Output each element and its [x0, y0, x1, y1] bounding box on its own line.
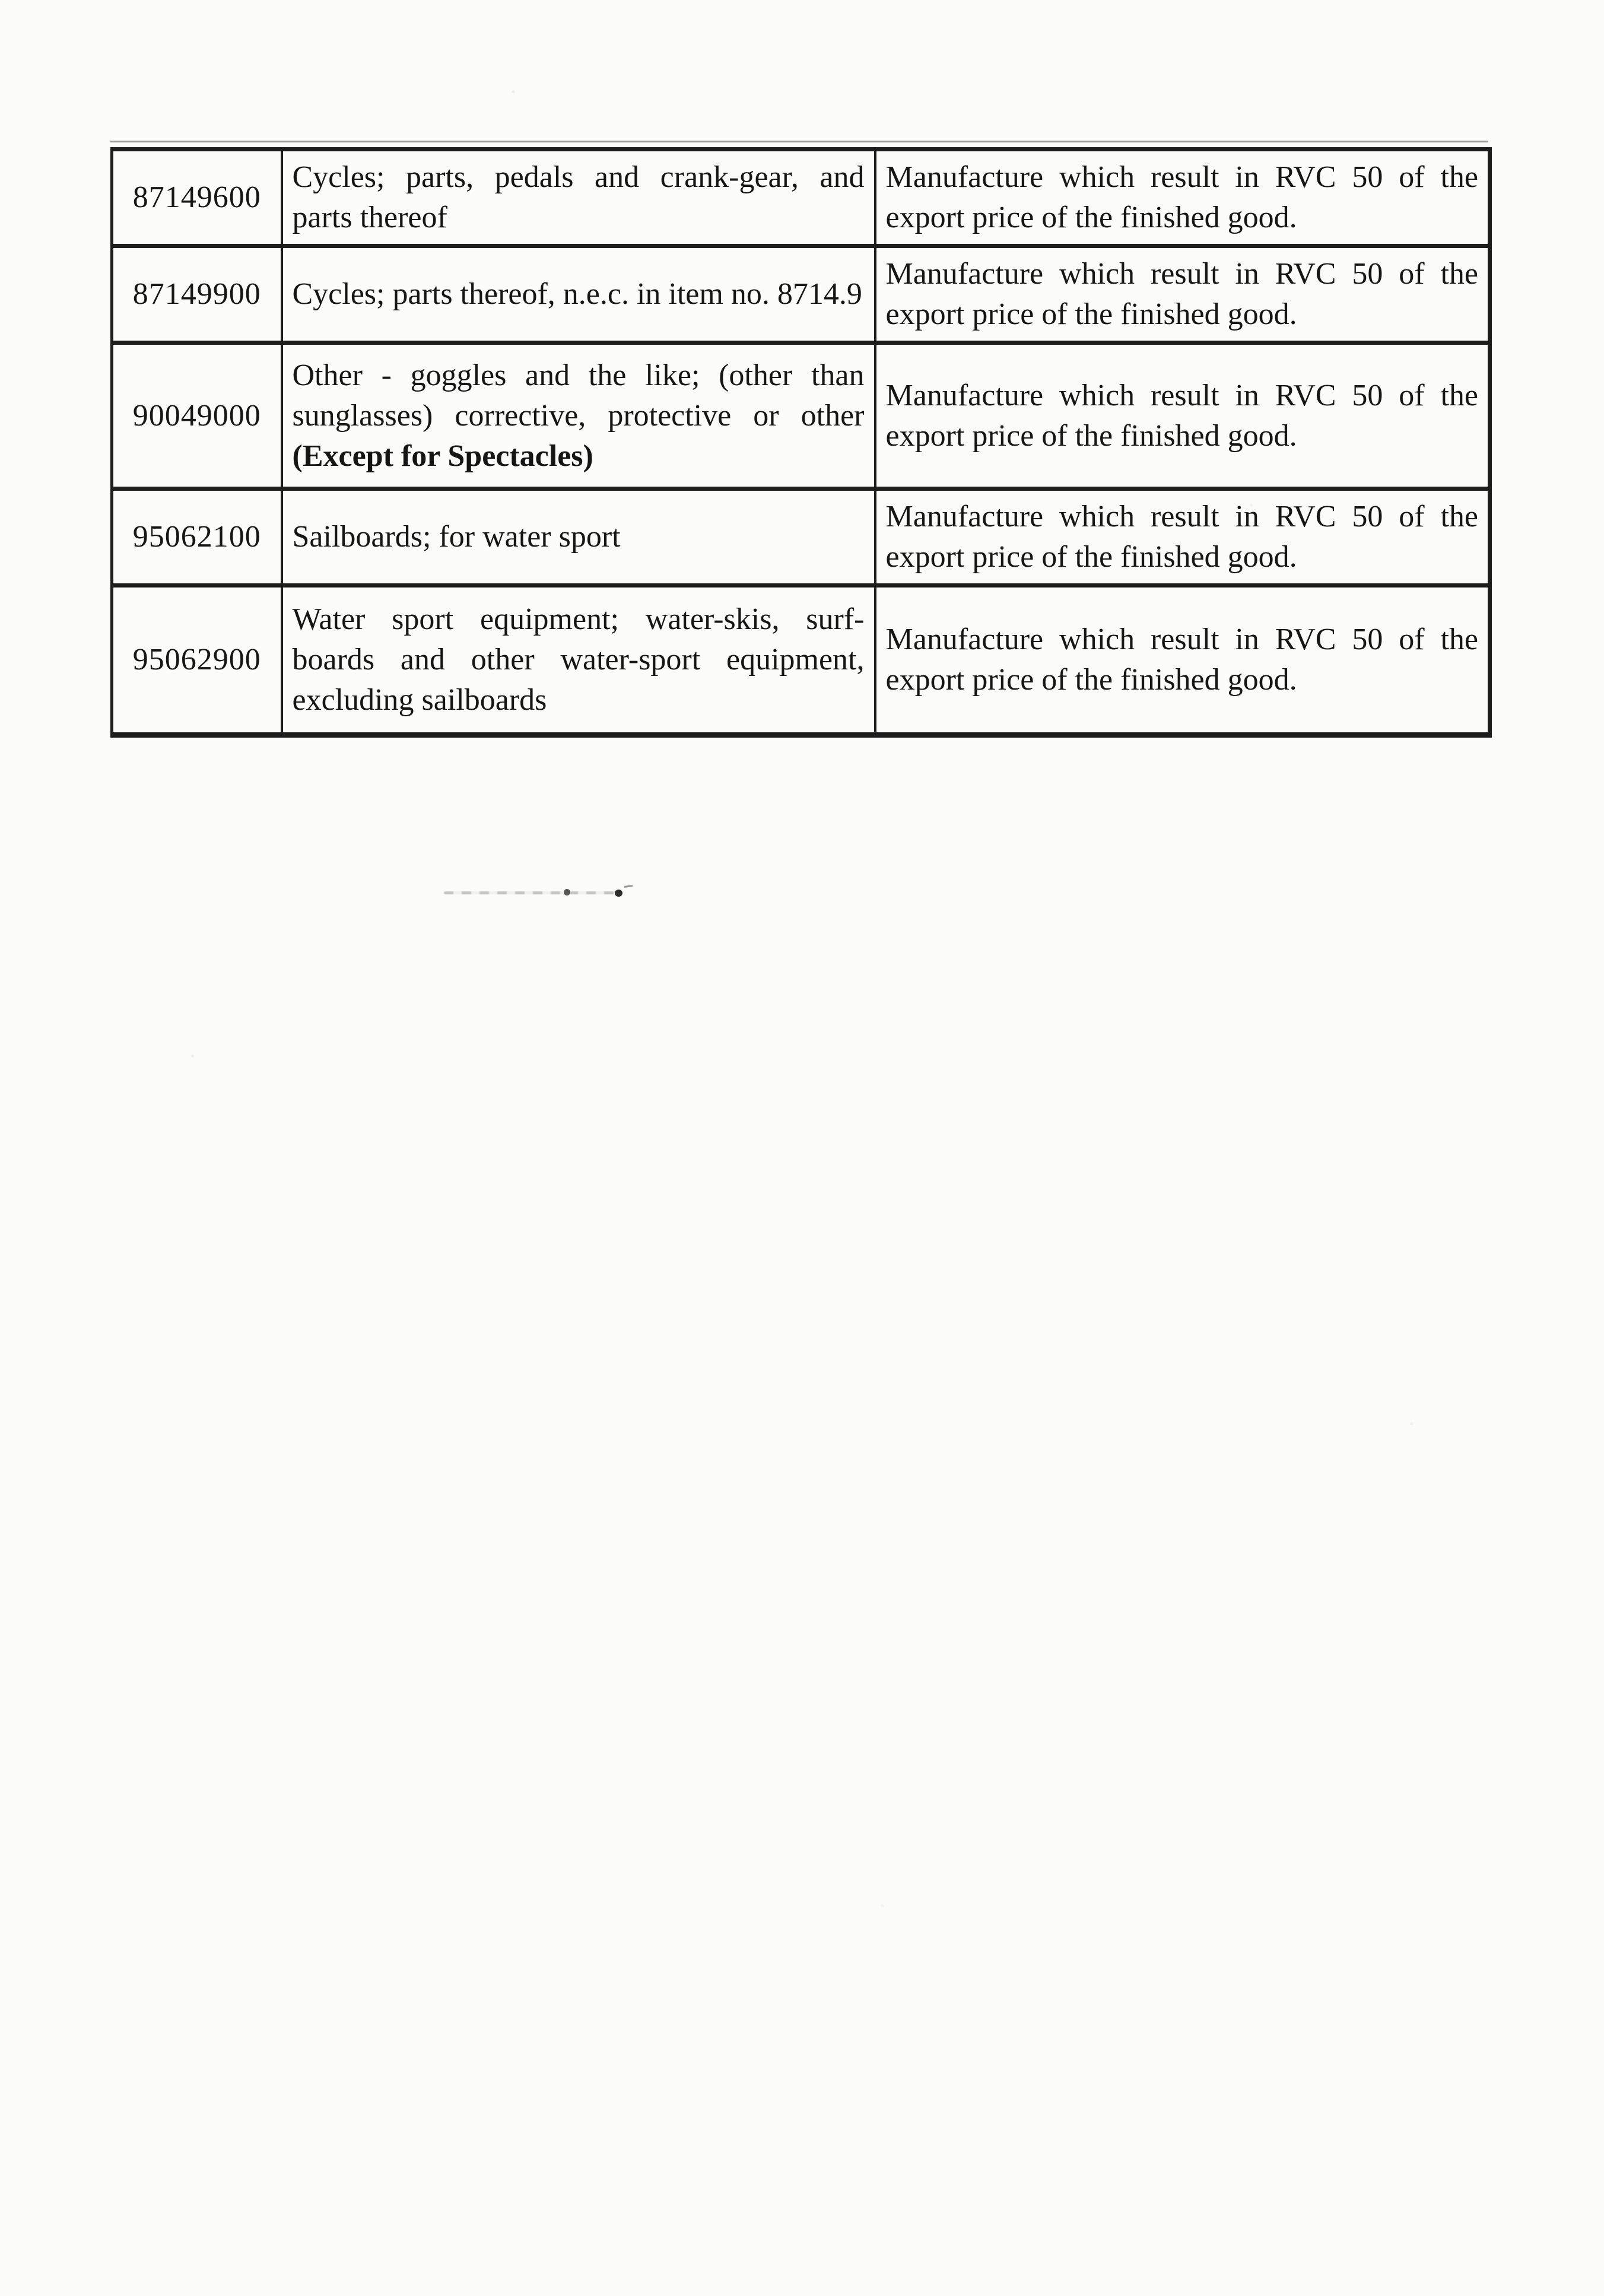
origin-rule-text: Manufacture which result in RVC 50 of the export price of the finished good. [885, 500, 1478, 574]
description-cell [282, 246, 875, 343]
hs-code: 95062100 [132, 520, 261, 554]
origin-rule-cell [875, 150, 1490, 246]
description-text: Cycles; parts, pedals and crank-gear, and parts thereof [292, 160, 865, 234]
table-row [112, 150, 1490, 246]
table-row [112, 246, 1490, 343]
hs-code: 87149600 [132, 180, 261, 214]
hs-code: 87149900 [132, 277, 261, 311]
description-cell [282, 150, 875, 246]
origin-rule-text: Manufacture which result in RVC 50 of the export price of the finished good. [885, 378, 1478, 453]
hs-code-cell [112, 489, 282, 586]
pencil-smudge-dot [564, 889, 570, 895]
description-cell [282, 489, 875, 586]
description-text: Cycles; parts thereof, n.e.c. in item no. 8714.9 [292, 277, 862, 311]
hs-code-cell [112, 343, 282, 489]
origin-rule-text: Manufacture which result in RVC 50 of the export price of the finished good. [885, 257, 1478, 331]
origin-rule-text: Manufacture which result in RVC 50 of the export price of the finished good. [885, 160, 1478, 234]
description-text: Other - goggles and the like; (other than sunglasses) corrective, protective or other [292, 358, 865, 433]
pencil-smudge-tick [624, 885, 633, 888]
tariff-rules-table [110, 147, 1492, 738]
pencil-smudge-dot [615, 890, 622, 897]
origin-rule-cell [875, 246, 1490, 343]
description-cell [282, 586, 875, 735]
table-row [112, 489, 1490, 586]
pencil-smudge [444, 885, 633, 900]
hs-code: 90049000 [132, 398, 261, 433]
hs-code-cell [112, 150, 282, 246]
hs-code: 95062900 [132, 643, 261, 677]
origin-rule-cell [875, 489, 1490, 586]
table-row [112, 343, 1490, 489]
origin-rule-text: Manufacture which result in RVC 50 of the export price of the finished good. [885, 623, 1478, 697]
description-text: Water sport equipment; water-skis, surf-boards and other water-sport equipment, excluding sailboards [292, 602, 865, 717]
description-cell [282, 343, 875, 489]
description-text: Sailboards; for water sport [292, 520, 621, 554]
description-bold-text: (Except for Spectacles) [292, 439, 593, 473]
hs-code-cell [112, 246, 282, 343]
origin-rule-cell [875, 343, 1490, 489]
origin-rule-cell [875, 586, 1490, 735]
table-row [112, 586, 1490, 735]
hs-code-cell [112, 586, 282, 735]
pencil-smudge-line [444, 891, 622, 894]
scan-artifact-line [110, 141, 1488, 142]
